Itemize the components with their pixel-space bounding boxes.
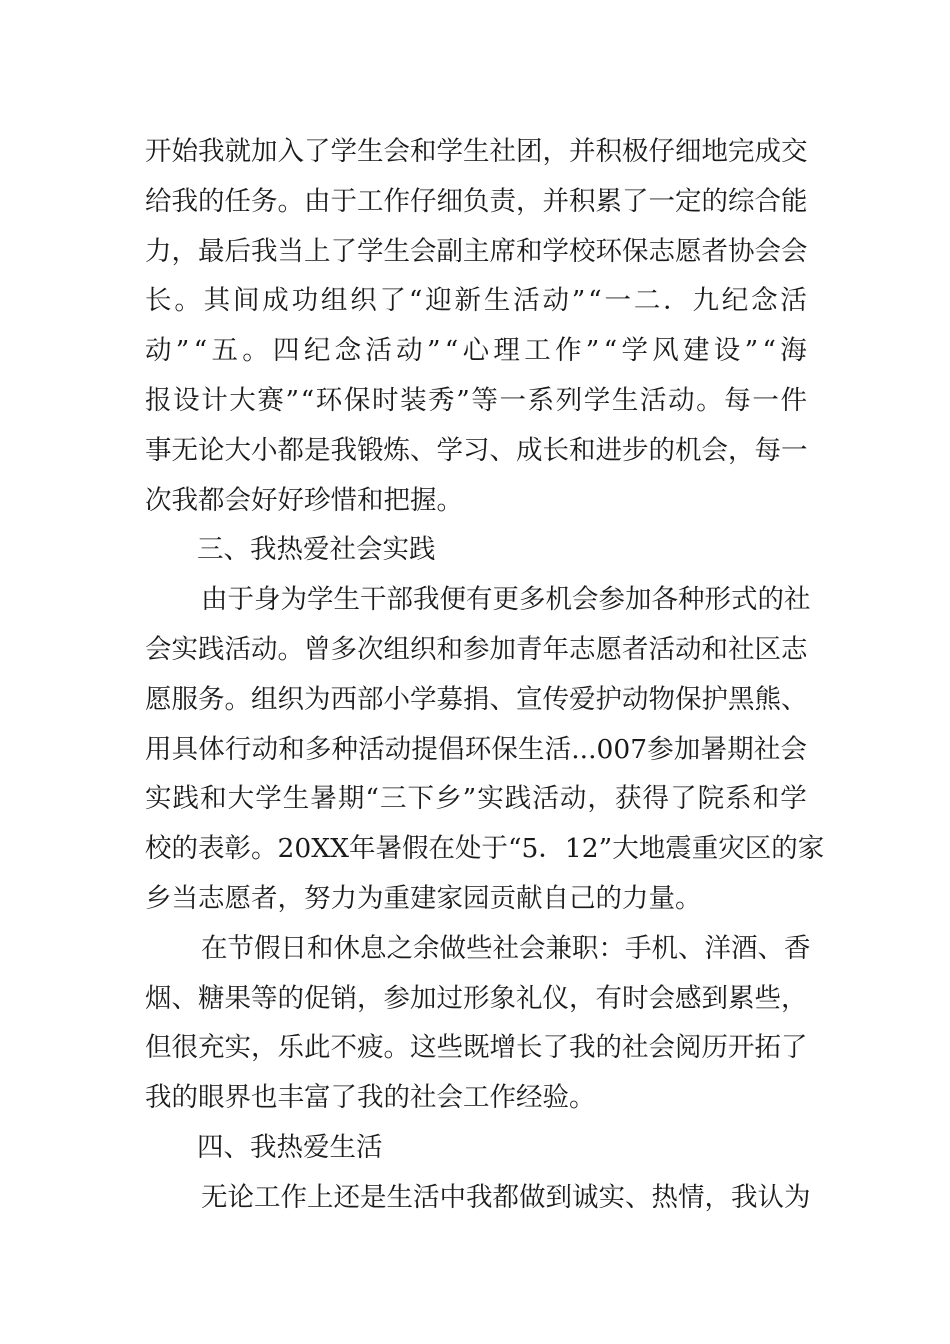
paragraph-line: 开 始 我 就 加 入 了 学 生 会 和 学 生 社 团 ， 并 积 极 仔 细 地 完 成 交 [145,136,808,167]
paragraph-line: 在 节 假 日 和 休 息 之 余 做 些 社 会 兼 职 ： 手 机 、 洋 酒 、 香 [201,932,811,964]
paragraph-line: 但 很 充 实 ， 乐 此 不 疲 。 这 些 既 增 长 了 我 的 社 会 阅 历 开 拓 了 [145,1032,808,1064]
paragraph-line: 由 于 身 为 学 生 干 部 我 便 有 更 多 机 会 参 加 各 种 形 式 的 社 [201,584,811,616]
paragraph-line: 报 设 计 大 赛 ” “ 环 保 时 装 秀 ” 等 一 系 列 学 生 活 动 。 每 一 件 [145,384,807,416]
document-page [145,127,825,1223]
paragraph-line: 力 ， 最 后 我 当 上 了 学 生 会 副 主 席 和 学 校 环 保 志 愿 者 协 会 会 [145,235,808,267]
paragraph-line: 乡当志愿者，努力为重建家园贡献自己的力量。 [145,882,702,914]
paragraph-line: 用 具 体 行 动 和 多 种 活 动 提 倡 环 保 生 活 ...007 参 加 暑 期 社 会 [145,733,807,765]
paragraph-line: 烟 、 糖 果 等 的 促 销 ， 参 加 过 形 象 礼 仪 ， 有 时 会 感 到 累 些 ， [145,982,808,1014]
section-heading: 三、我热爱社会实践 [197,534,436,566]
section-heading: 四、我热爱生活 [197,1131,383,1163]
paragraph-line: 会 实 践 活 动 。 曾 多 次 组 织 和 参 加 青 年 志 愿 者 活 动 和 社 区 志 [145,633,808,665]
paragraph-line: 动 ” “ 五 。 四 纪 念 活 动 ” “ 心 理 工 作 ” “ 学 风 建 设 ” “ 海 [145,335,807,367]
paragraph-line: 长 。 其 间 成 功 组 织 了 “ 迎 新 生 活 动 ” “ 一 二 ． 九 纪 念 活 [145,285,807,317]
paragraph-line: 事 无 论 大 小 都 是 我 锻 炼 、 学 习 、 成 长 和 进 步 的 机 会 ， 每 一 [145,434,808,466]
paragraph-line: 校 的 表 彰 。 20XX 年 暑 假 在 处 于 “ 5 ． 12 ” 大 地 震 重 灾 区 的 家 [145,833,825,865]
paragraph-line: 无 论 工 作 上 还 是 生 活 中 我 都 做 到 诚 实 、 热 情 ， 我 认 为 [201,1181,811,1213]
paragraph-line: 我的眼界也丰富了我的社会工作经验。 [145,1082,596,1114]
paragraph-line: 实 践 和 大 学 生 暑 期 “ 三 下 乡 ” 实 践 活 动 ， 获 得 了 院 系 和 学 [145,783,807,815]
paragraph-line: 给 我 的 任 务 。 由 于 工 作 仔 细 负 责 ， 并 积 累 了 一 定 的 综 合 能 [145,185,808,217]
paragraph-line: 愿 服 务 。 组 织 为 西 部 小 学 募 捐 、 宣 传 爱 护 动 物 保 护 黑 熊 、 [145,683,808,715]
paragraph-line: 次我都会好好珍惜和把握。 [145,484,463,516]
